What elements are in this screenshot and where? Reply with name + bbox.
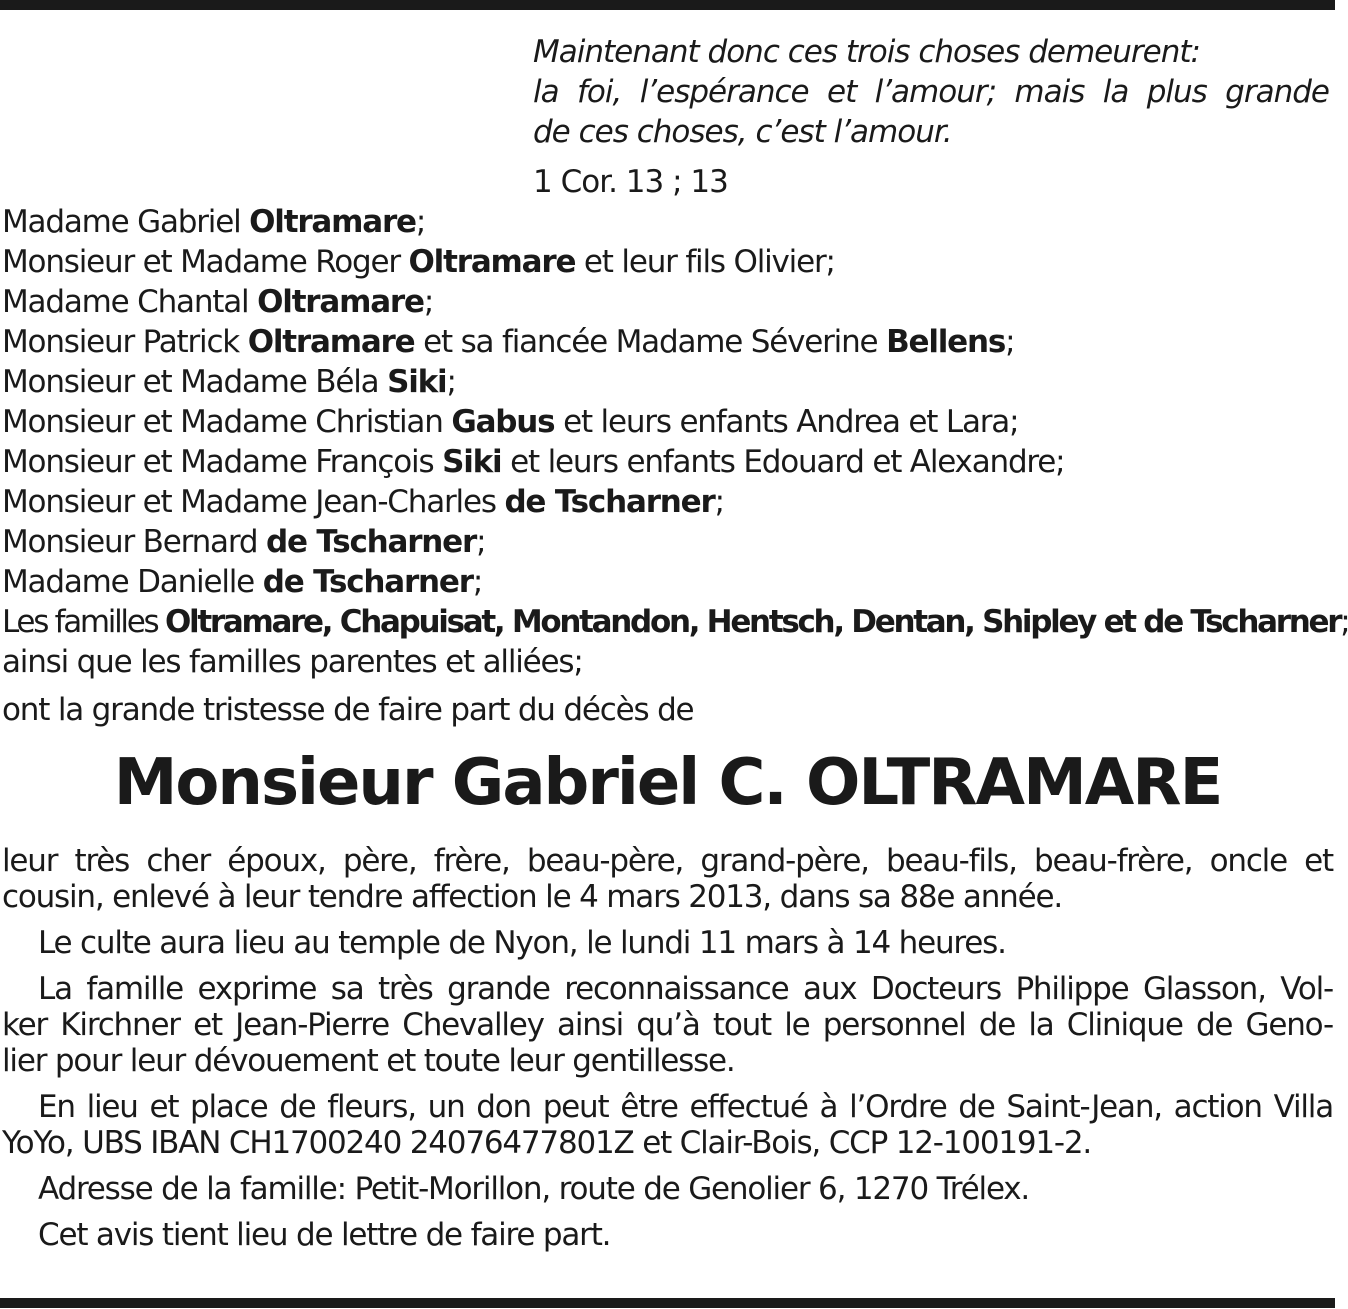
family-text: Les familles [2,604,165,640]
quote-line: de ces choses, c’est l’amour. [533,114,952,150]
family-surname: de Tscharner [504,484,715,520]
paragraph-address [2,1171,1333,1207]
paragraph-line: cousin, enlevé à leur tendre affection le 4 mars 2013, dans sa 88e année. [2,879,1063,915]
top-border-rule [0,0,1335,10]
family-surname: Bellens [886,324,1006,360]
paragraph-line: YoYo, UBS IBAN CH1700240 24076477801Z et Clair-Bois, CCP 12-100191-2. [2,1125,1092,1161]
announcement-intro: ont la grande tristesse de faire part du décès de [2,692,694,728]
family-surname: Oltramare [249,204,416,240]
family-text: et leur fils Olivier; [575,244,835,280]
family-text: ; [1340,604,1348,640]
family-text: ainsi que les familles parentes et alliées; [2,644,583,680]
scripture-reference: 1 Cor. 13 ; 13 [533,164,728,200]
family-line [2,242,1332,282]
family-surname: Oltramare [408,244,576,280]
paragraph-service [2,925,1333,961]
family-text: Monsieur et Madame Christian [2,404,452,440]
paragraph-donation [2,1089,1333,1161]
deceased-name-heading: Monsieur Gabriel C. OLTRAMARE [113,746,1222,820]
paragraph-line: ker Kirchner et Jean-Pierre Chevalley ainsi qu’à tout le personnel de la Clinique de Geno- [2,1007,1333,1043]
paragraph-line: Adresse de la famille: Petit-Morillon, route de Genolier 6, 1270 Trélex. [38,1171,1030,1207]
family-list [2,202,1348,682]
bottom-border-rule [0,1298,1335,1308]
family-surname: Siki [387,364,447,400]
paragraph-line: leur très cher époux, père, frère, beau-père, grand-père, beau-fils, beau-frère, oncle et [2,843,1333,879]
family-surname: Gabus [451,404,555,440]
family-surname: Oltramare, Chapuisat, Montandon, Hentsch, Dentan, Shipley et de Tscharner [164,604,1341,640]
paragraph-line: Le culte aura lieu au temple de Nyon, le lundi 11 mars à 14 heures. [38,925,1006,961]
paragraph-line: En lieu et place de fleurs, un don peut être effectué à l’Ordre de Saint-Jean, action Villa [38,1089,1333,1125]
family-line [2,522,1332,562]
paragraph-closing [2,1217,1333,1253]
family-surname: Oltramare [257,284,424,320]
paragraph-relationship [2,843,1333,915]
family-text: ; [714,484,724,520]
family-text: ; [446,364,456,400]
paragraph-thanks [2,971,1333,1079]
family-surname: de Tscharner [262,564,473,600]
family-line [2,362,1332,402]
family-surname: Oltramare [247,324,415,360]
family-text: ; [472,564,483,600]
family-text: et leurs enfants Andrea et Lara; [554,404,1019,440]
family-text: ; [1005,324,1015,360]
family-text: Madame Gabriel [2,204,250,240]
family-text: Monsieur et Madame François [2,444,443,480]
quote-line: Maintenant donc ces trois choses demeurent: [533,34,1200,70]
family-line [2,642,1332,682]
family-text: et leurs enfants Edouard et Alexandre; [501,444,1065,480]
family-line [2,482,1332,522]
family-line [2,602,1348,642]
announcement-body [2,843,1333,1263]
paragraph-line: La famille exprime sa très grande reconnaissance aux Docteurs Philippe Glasson, Vol- [38,971,1333,1007]
family-text: et sa fiancée Madame Séverine [414,324,887,360]
family-line [2,402,1332,442]
family-text: ; [415,204,426,240]
paragraph-line: Cet avis tient lieu de lettre de faire part. [38,1217,611,1253]
family-line [2,442,1332,482]
family-text: Monsieur et Madame Béla [2,364,388,400]
family-line [2,202,1332,242]
paragraph-line: lier pour leur dévouement et toute leur gentillesse. [2,1043,735,1079]
family-line [2,282,1332,322]
family-line [2,322,1332,362]
family-text: ; [423,284,434,320]
family-text: Monsieur et Madame Roger [2,244,409,280]
family-surname: Siki [442,444,502,480]
quote-line: la foi, l’espérance et l’amour; mais la plus grande [533,74,1329,110]
family-surname: de Tscharner [265,524,477,560]
family-text: Monsieur Bernard [2,524,266,560]
family-line [2,562,1332,602]
family-text: Madame Chantal [2,284,258,320]
scripture-quote [533,32,1329,152]
family-text: Monsieur et Madame Jean-Charles [2,484,505,520]
family-text: Monsieur Patrick [2,324,248,360]
family-text: Madame Danielle [2,564,263,600]
family-text: ; [476,524,486,560]
